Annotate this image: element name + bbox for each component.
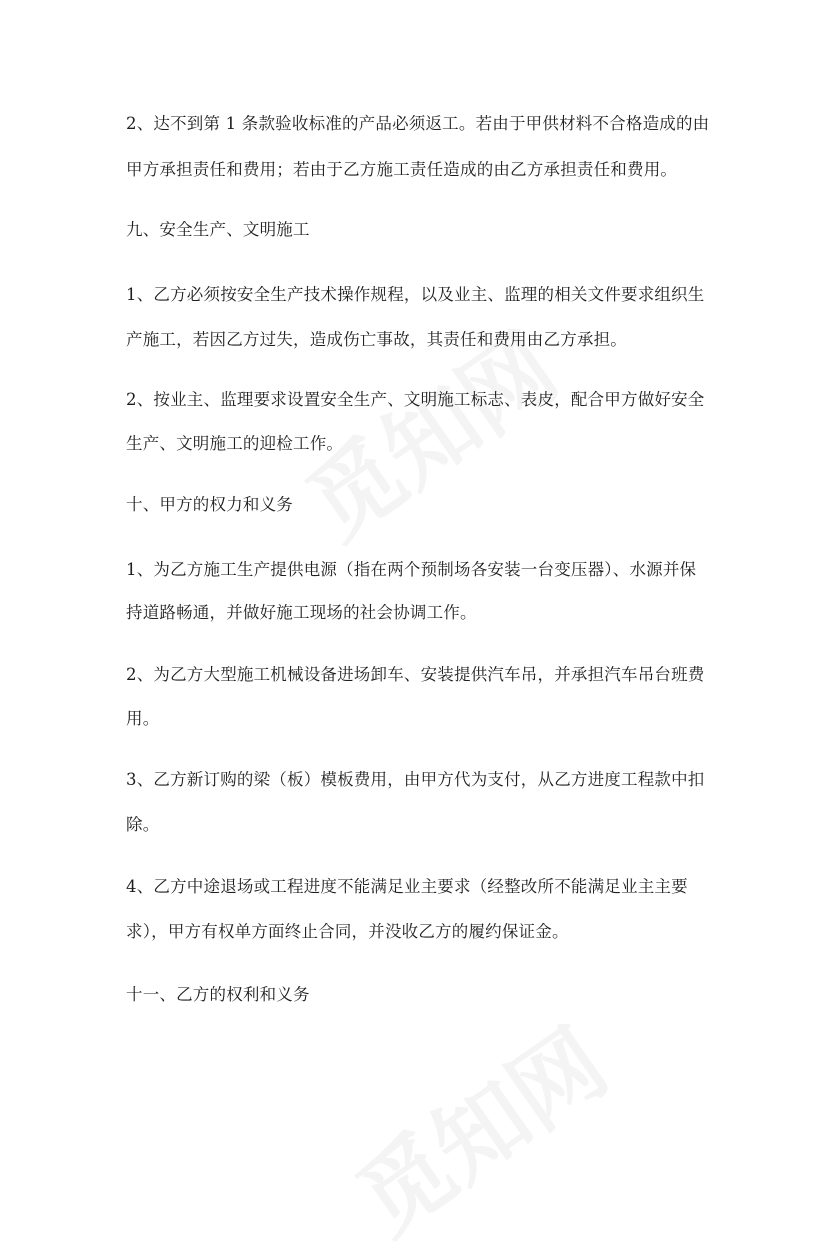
clause-10-1-line-2: 持道路畅通，并做好施工现场的社会协调工作。 xyxy=(126,603,477,622)
clause-9-2-line-2: 生产、文明施工的迎检工作。 xyxy=(126,434,344,453)
clause-10-1-line-1: 1、为乙方施工生产提供电源（指在两个预制场各安装一台变压器）、水源并保 xyxy=(126,560,697,579)
clause-8-2-line-1: 2、达不到第 1 条款验收标准的产品必须返工。若由于甲供材料不合格造成的由 xyxy=(126,114,710,133)
clause-9-2-line-1: 2、按业主、监理要求设置安全生产、文明施工标志、表皮，配合甲方做好安全 xyxy=(126,390,705,409)
watermark xyxy=(327,993,629,1259)
clause-8-2-line-2: 甲方承担责任和费用；若由于乙方施工责任造成的由乙方承担责任和费用。 xyxy=(126,160,678,179)
clause-10-3-line-1: 3、乙方新订购的梁（板）模板费用，由甲方代为支付，从乙方进度工程款中扣 xyxy=(126,770,705,789)
clause-10-2-line-1: 2、为乙方大型施工机械设备进场卸车、安装提供汽车吊，并承担汽车吊台班费 xyxy=(126,665,705,684)
clause-10-4-line-2: 求），甲方有权单方面终止合同，并没收乙方的履约保证金。 xyxy=(126,922,569,941)
section-heading-11: 十一、乙方的权利和义务 xyxy=(126,985,310,1004)
section-heading-10: 十、甲方的权力和义务 xyxy=(126,495,293,514)
clause-10-2-line-2: 用。 xyxy=(126,709,160,728)
clause-9-1-line-1: 1、乙方必须按安全生产技术操作规程，以及业主、监理的相关文件要求组织生 xyxy=(126,285,705,304)
clause-10-4-line-1: 4、乙方中途退场或工程进度不能满足业主要求（经整改所不能满足业主主要 xyxy=(126,877,688,896)
clause-9-1-line-2: 产施工，若因乙方过失，造成伤亡事故，其责任和费用由乙方承担。 xyxy=(126,330,627,349)
clause-10-3-line-2: 除。 xyxy=(126,815,160,834)
section-heading-9: 九、安全生产、文明施工 xyxy=(126,220,310,239)
